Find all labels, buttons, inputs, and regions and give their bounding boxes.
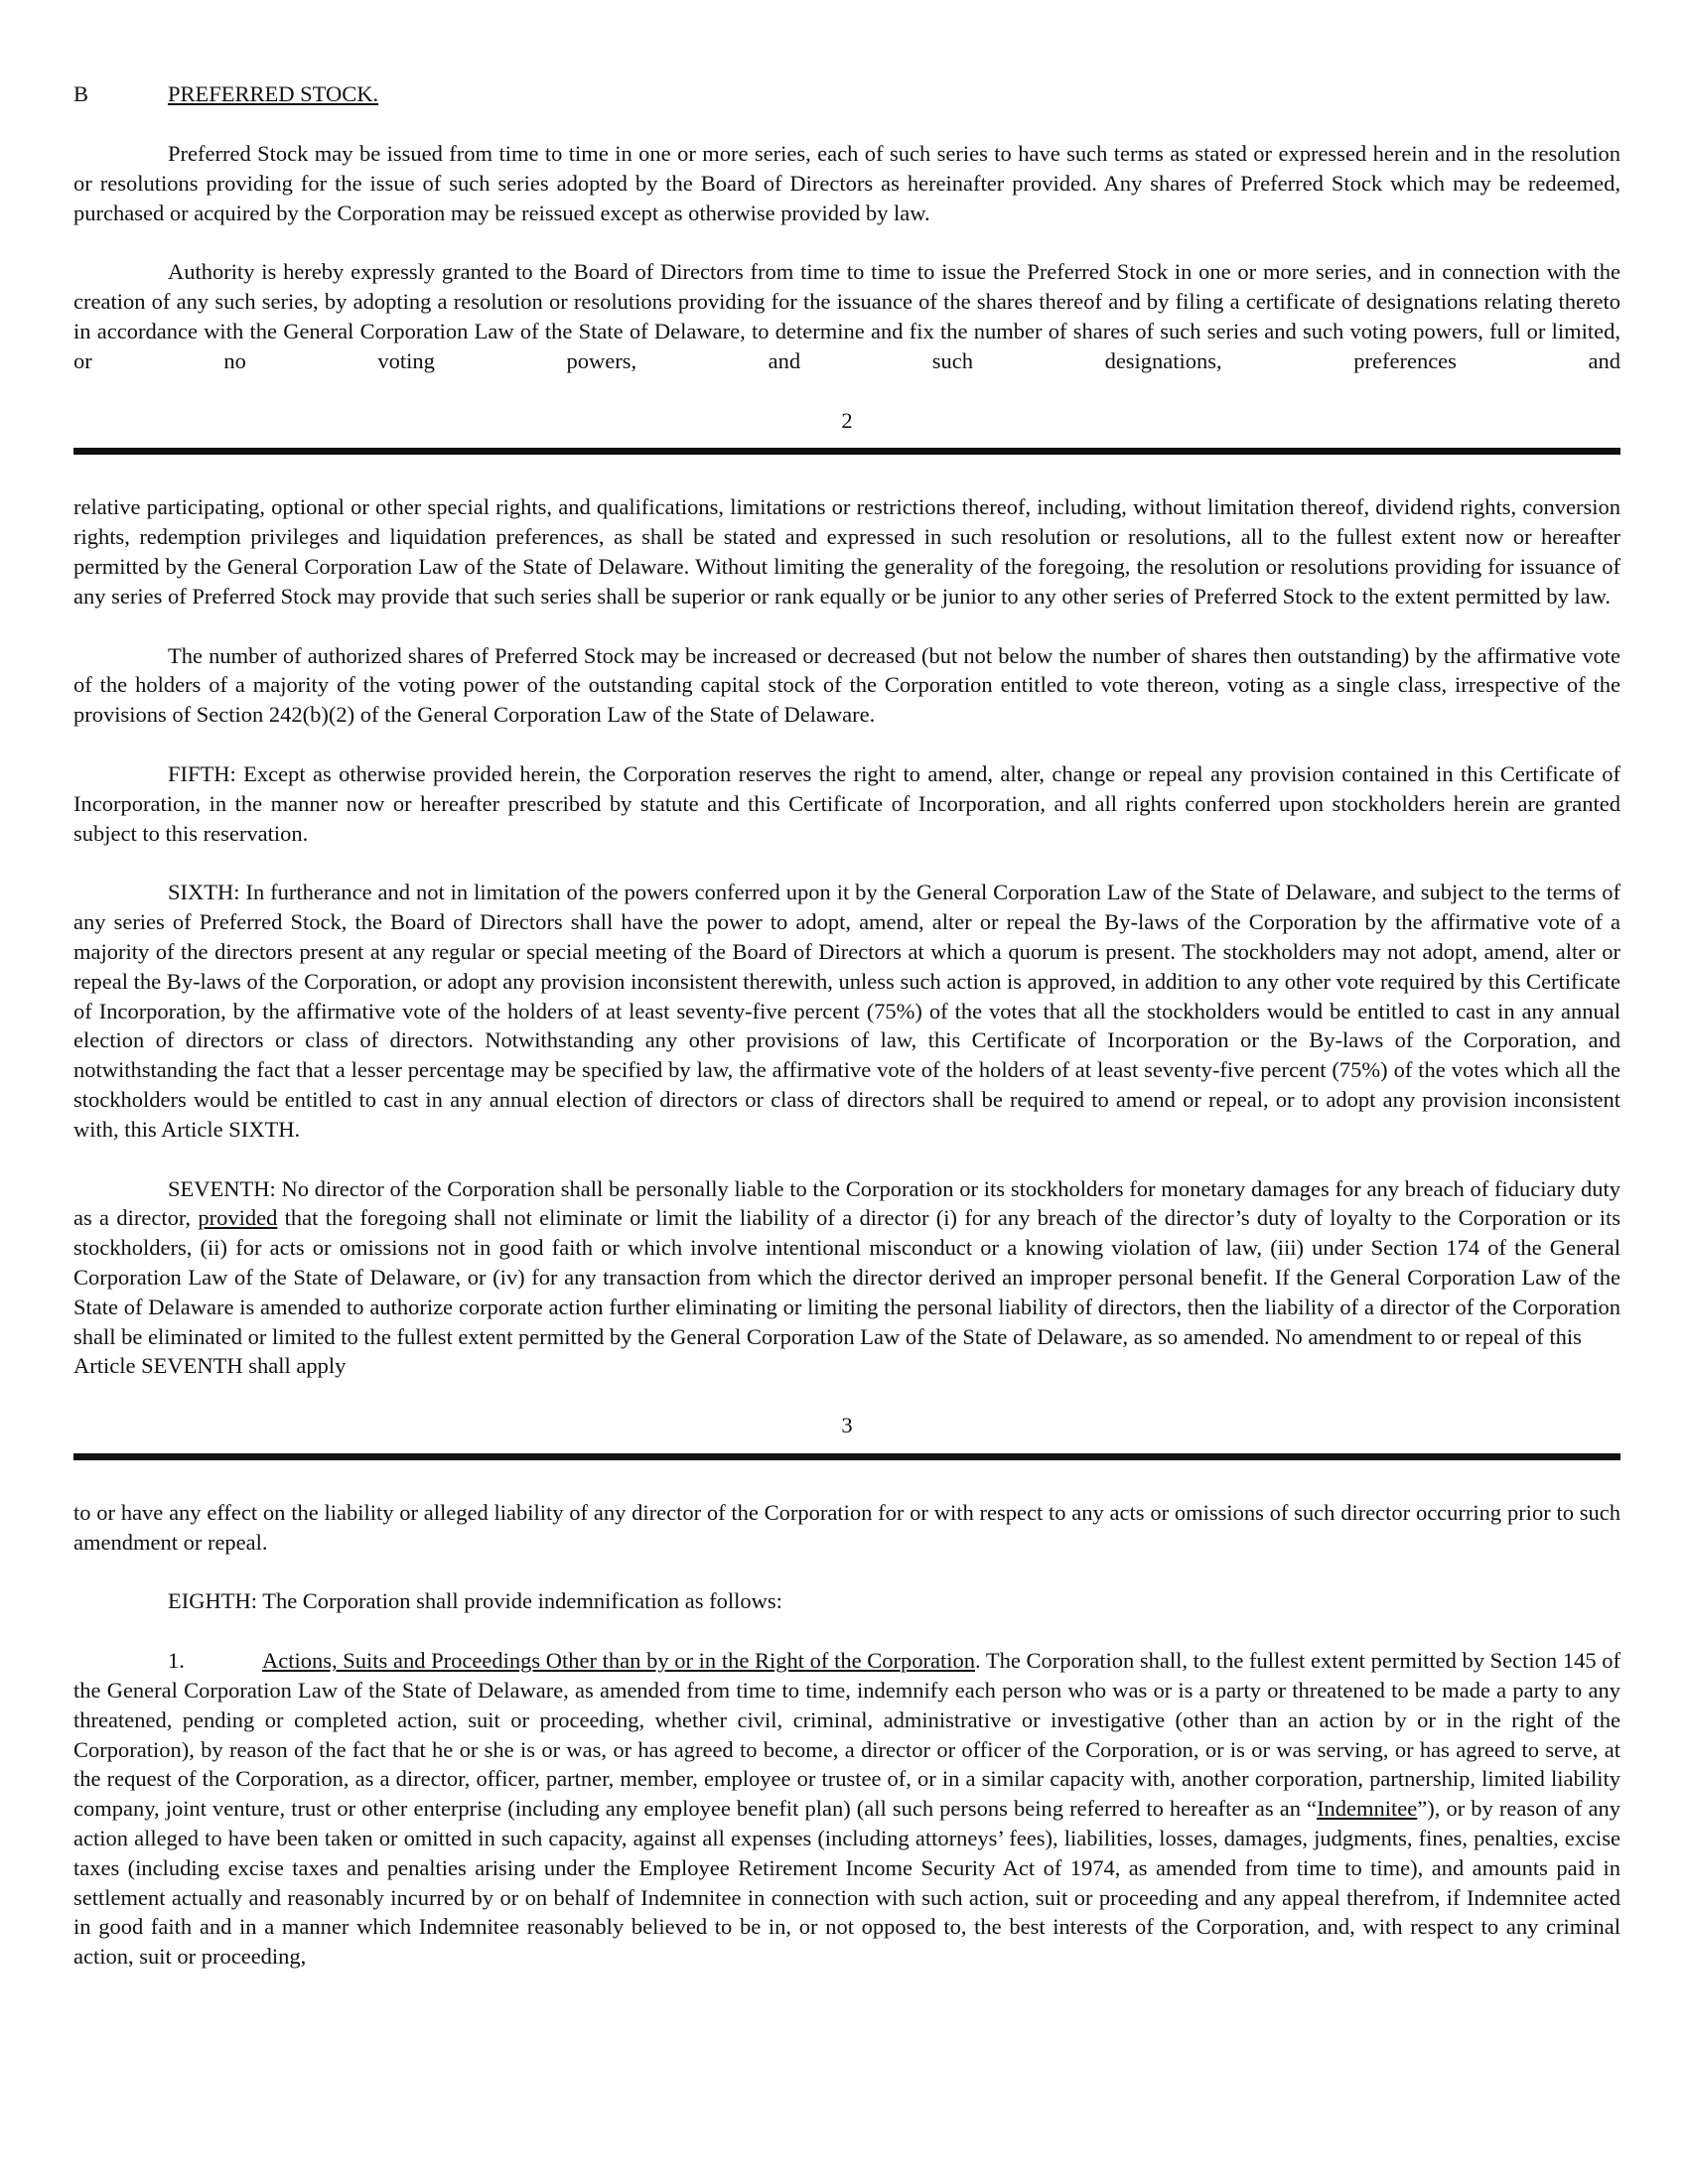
article-sixth-paragraph: SIXTH: In furtherance and not in limitation of the powers conferred upon it by the General Corporation Law of the State of Delaware, and subject to the terms of any series of Preferred Stock, the Board of Directors shall have the power to adopt, amend, alter or repeal the By-laws of the Corporation by the affirmative vote of a majority of the directors present at any regular or special meeting of the Board of Directors at which a quorum is present. The stockholders may not adopt, amend, alter or repeal the By-laws of the Corporation, or adopt any provision inconsistent therewith, unless such action is approved, in addition to any other vote required by this Certificate of Incorporation, by the affirmative vote of the holders of at least seventy-five percent (75%) of the votes that all the stockholders would be entitled to cast in any annual election of directors or class of directors. Notwithstanding any other provisions of law, this Certificate of Incorporation or the By-laws of the Corporation, and notwithstanding the fact that a lesser percentage may be specified by law, the affirmative vote of the holders of at least seventy-five percent (75%) of the votes which all the stockholders would be entitled to cast in any annual election of directors or class of directors shall be required to amend or repeal, or to adopt any provision inconsistent with, this Article SIXTH. <box>73 880 1620 1142</box>
item-text-part-2: ”), or by reason of any action alleged to have been taken or omitted in such capacity, against all expenses (including attorneys’ fees), liabilities, losses, damages, judgments, fines, penalties, excise taxes (including excise taxes and penalties arising under the Employee Retirement Income Security Act of 1974, as amended from time to time), and amounts paid in settlement actually and reasonably incurred by or on behalf of Indemnitee in connection with such action, suit or proceeding and any appeal therefrom, if Indemnitee acted in good faith and in a manner which Indemnitee reasonably believed to be in, or not opposed to, the best interests of the Corporation, and, with respect to any criminal action, suit or proceeding, <box>73 1796 1620 1970</box>
indemnification-item-1 <box>73 1646 1620 1972</box>
page-break-rule <box>73 1453 1620 1460</box>
seventh-continued-paragraph: to or have any effect on the liability or alleged liability of any director of the Corporation for or with respect to any acts or omissions of such director occurring prior to such amendment or repeal. <box>73 1499 1620 1555</box>
seventh-text-part-1: SEVENTH: No director of the Corporation shall be personally liable to the Corporation or its stockholders for monetary damages for any breach of fiduciary duty as a director, <box>73 1175 1620 1231</box>
item-text-part-1: . The Corporation shall, to the fullest extent permitted by Section 145 of the General Corporation Law of the State of Delaware, as amended from time to time, indemnify each person who was or is a party or threatened to be made a party to any threatened, pending or completed action, suit or proceeding, whether civil, criminal, administrative or investigative (other than an action by or in the right of the Corporation), by reason of the fact that he or she is or was, or has agreed to become, a director or officer of the Corporation, or is or was serving, or has agreed to serve, at the request of the Corporation, as a director, officer, partner, member, employee or trustee of, or in a similar capacity with, another corporation, partnership, limited liability company, joint venture, trust or other enterprise (including any employee benefit plan) (all such persons being referred to hereafter as an “ <box>73 1648 1620 1822</box>
provided-term: provided <box>198 1205 278 1231</box>
indemnitee-term: Indemnitee <box>1317 1796 1418 1822</box>
item-number: 1. <box>168 1648 185 1674</box>
article-fifth-paragraph: FIFTH: Except as otherwise provided herein, the Corporation reserves the right to amend, alter, change or repeal any provision contained in this Certificate of Incorporation, in the manner now or hereafter prescribed by statute and this Certificate of Incorporation, and all rights conferred upon stockholders herein are granted subject to this reservation. <box>73 760 1620 846</box>
document-page <box>73 79 1620 1972</box>
article-seventh-paragraph <box>73 1174 1620 1352</box>
section-letter: B <box>73 81 89 106</box>
page-number: 3 <box>841 1413 853 1438</box>
item-title: Actions, Suits and Proceedings Other than by or in the Right of the Corporation <box>262 1648 975 1674</box>
section-heading <box>73 79 1620 109</box>
seventh-text-last-line: Article SEVENTH shall apply <box>73 1353 347 1379</box>
section-title: PREFERRED STOCK. <box>168 81 379 106</box>
preferred-stock-continued-paragraph: relative participating, optional or other special rights, and qualifications, limitations or restrictions thereof, including, without limitation thereof, dividend rights, conversion rights, redemption privileges and liquidation preferences, as shall be stated and expressed in such resolution or resolutions, all to the fullest extent now or hereafter permitted by the General Corporation Law of the State of Delaware. Without limiting the generality of the foregoing, the resolution or resolutions providing for issuance of any series of Preferred Stock may provide that such series shall be superior or rank equally or be junior to any other series of Preferred Stock to the extent permitted by law. <box>73 494 1620 609</box>
seventh-text-part-2: that the foregoing shall not eliminate or limit the liability of a director (i) for any breach of the director’s duty of loyalty to the Corporation or its stockholders, (ii) for acts or omissions not in good faith or which involve intentional misconduct or a knowing violation of law, (iii) under Section 174 of the General Corporation Law of the State of Delaware, or (iv) for any transaction from which the director derived an improper personal benefit. If the General Corporation Law of the State of Delaware is amended to authorize corporate action further eliminating or limiting the personal liability of directors, then the liability of a director of the Corporation shall be eliminated or limited to the fullest extent permitted by the General Corporation Law of the State of Delaware, as so amended. No amendment to or repeal of this <box>73 1205 1621 1349</box>
authorized-shares-paragraph: The number of authorized shares of Preferred Stock may be increased or decreased (but not below the number of shares then outstanding) by the affirmative vote of the holders of a majority of the voting power of the outstanding capital stock of the Corporation entitled to vote thereon, voting as a single class, irrespective of the provisions of Section 242(b)(2) of the General Corporation Law of the State of Delaware. <box>73 642 1620 728</box>
article-eighth-paragraph: EIGHTH: The Corporation shall provide indemnification as follows: <box>168 1588 782 1614</box>
page-number: 2 <box>841 407 853 433</box>
preferred-stock-paragraph-2: Authority is hereby expressly granted to the Board of Directors from time to time to issue the Preferred Stock in one or more series, and in connection with the creation of any such series, by adopting a resolution or resolutions providing for the issuance of the shares thereof and by filing a certificate of designations relating thereto in accordance with the General Corporation Law of the State of Delaware, to determine and fix the number of shares of such series and such voting powers, full or limited, or no voting powers, and such designations, preferences and <box>73 259 1620 373</box>
preferred-stock-paragraph-1: Preferred Stock may be issued from time to time in one or more series, each of such series to have such terms as stated or expressed herein and in the resolution or resolutions providing for the issue of such series adopted by the Board of Directors as hereinafter provided. Any shares of Preferred Stock which may be redeemed, purchased or acquired by the Corporation may be reissued except as otherwise provided by law. <box>73 141 1620 225</box>
page-break-rule <box>73 448 1620 455</box>
